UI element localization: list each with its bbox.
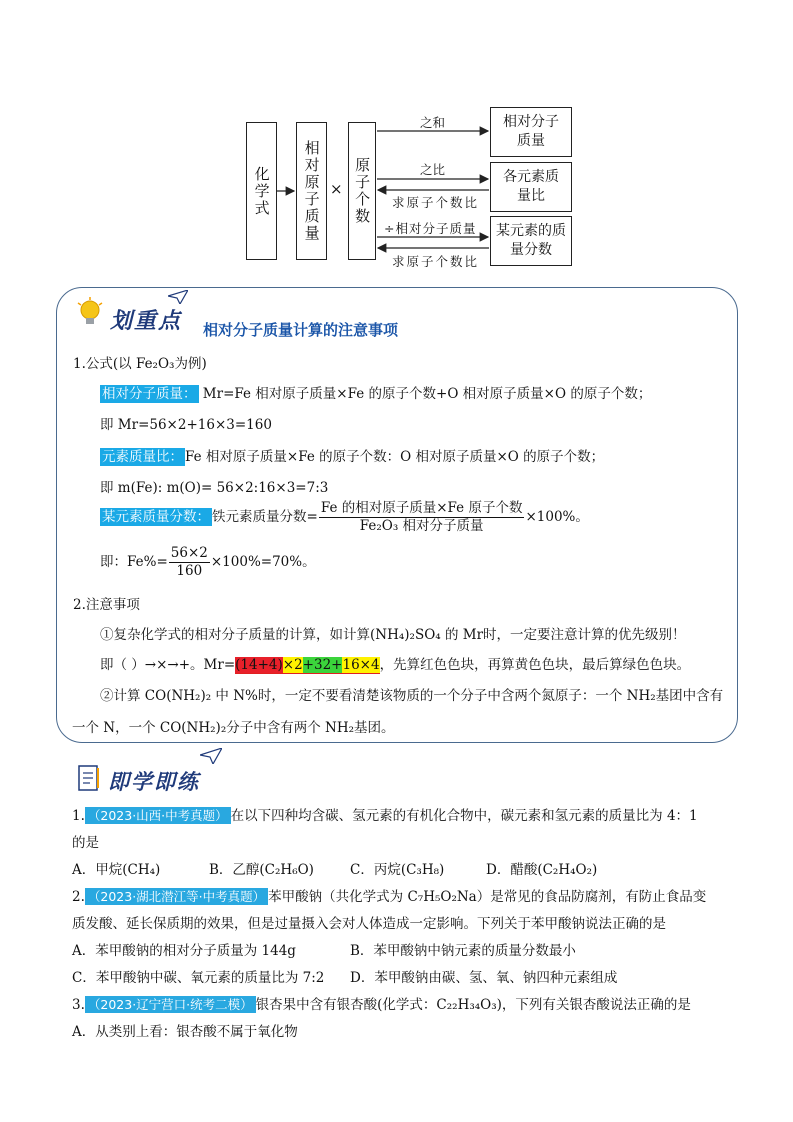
notebook-icon <box>76 764 102 796</box>
paper-plane-icon <box>168 290 188 308</box>
box-atom-count: 原子个数 <box>348 122 376 260</box>
fraction-fe-percent: $\frac{\text{Fe 的相对原子质量×Fe 原子个数}}{\text{Fe₂O₃ 相对分子质量}}$ <box>320 500 523 534</box>
section2-heading: 2.注意事项 <box>73 597 140 613</box>
question-2-cont: 质发酸、延长保质期的效果，但是过量摄入会对人体造成一定影响。下列关于苯甲酸钠说法正确的是 <box>72 916 666 932</box>
tag-element-mass-ratio: 元素质量比： <box>102 449 183 465</box>
q3-option-a: A．从类别上看：银杏酸不属于氧化物 <box>72 1024 298 1040</box>
formula-line-1: 相对分子质量： Mr=Fe 相对原子质量×Fe 的原子个数+O 相对原子质量×O 的原子个数； <box>102 386 652 402</box>
times-sign: × <box>330 180 343 198</box>
plus-2: + <box>331 657 343 673</box>
question-1-cont: 的是 <box>72 835 99 851</box>
q1-option-c: C．丙烷(C₃H₈) <box>350 862 445 878</box>
fraction-70-percent: $\frac{56\times 2}{160}$ <box>170 545 208 579</box>
note-line-2: 即（ ）→×→+。Mr=(14+4)×2+32+16×4，先算红色色块，再算黄色色块，最后算绿色色块。 <box>100 657 691 673</box>
section1-heading: 1.公式(以 Fe₂O₃为例) <box>73 356 207 372</box>
box-relative-molecular-mass: 相对分子质量 <box>490 107 572 157</box>
tag-relative-molecular-mass: 相对分子质量： <box>102 386 197 402</box>
yellow-block-2: 16×4 <box>342 657 380 673</box>
plus-1: + <box>302 657 314 673</box>
q3-source-tag: （2023·辽宁营口·统考二模） <box>85 996 256 1013</box>
question-2: 2. （2023·湖北潜江等·中考真题） 苯甲酸钠（共化学式为 C₇H₅O₂Na）是常见的食品防腐剂，有防止食品变 <box>72 889 707 905</box>
note-line-1: ①复杂化学式的相对分子质量的计算，如计算(NH₄)₂SO₄ 的 Mr时，一定要注意计算的优先级别！ <box>100 627 686 643</box>
note-line-3: ②计算 CO(NH₂)₂ 中 N%时，一定不要看清楚该物质的一个分子中含两个氮原子：一个 NH₂基团中含有 <box>100 688 724 704</box>
box-chemical-formula: 化学式 <box>246 122 277 260</box>
panel-title: 相对分子质量计算的注意事项 <box>203 321 399 339</box>
q2-option-a: A．苯甲酸钠的相对分子质量为 144g <box>72 943 296 959</box>
green-block: 32 <box>313 657 332 673</box>
label-ratio: 之比 <box>420 162 446 177</box>
label-divide-back: 求原子个数比 <box>392 254 480 269</box>
box-relative-atomic-mass: 相对原子质量 <box>296 122 327 260</box>
tag-mass-fraction: 某元素质量分数： <box>102 508 210 525</box>
q2-option-b: B．苯甲酸钠中钠元素的质量分数最小 <box>350 943 576 959</box>
formula-line-5: 某元素质量分数： 铁元素质量分数= $\frac{\text{Fe 的相对原子质量×Fe 原子个数}}{\text{Fe₂O₃ 相对分子质量}}$ ×100%。 <box>102 500 589 534</box>
formula-line-6: 即：Fe%= $\frac{56\times 2}{160}$ ×100%=70%。 <box>100 545 316 579</box>
box-mass-fraction: 某元素的质量分数 <box>490 216 572 266</box>
practice-logo-text: 即学即练 <box>108 770 200 794</box>
paper-plane-icon-2 <box>200 748 222 768</box>
yellow-block-1: ×2 <box>282 657 303 673</box>
note-line-4: 一个 N，一个 CO(NH₂)₂分子中含有两个 NH₂基团。 <box>72 720 395 736</box>
q1-option-d: D．醋酸(C₂H₄O₂) <box>486 862 598 878</box>
q2-option-d: D．苯甲酸钠由碳、氢、氧、钠四种元素组成 <box>350 970 618 986</box>
panel-logo-text: 划重点 <box>110 309 183 334</box>
formula-line-4: 即 m(Fe): m(O)= 56×2:16×3=7:3 <box>100 480 329 496</box>
red-block: (14+4) <box>235 657 283 673</box>
label-divide: ÷相对分子质量 <box>384 221 477 236</box>
question-1: 1. （2023·山西·中考真题） 在以下四种均含碳、氢元素的有机化合物中，碳元素和氢元素的质量比为 4：1 <box>72 808 698 824</box>
label-ratio-back: 求原子个数比 <box>392 195 480 210</box>
q1-option-a: A．甲烷(CH₄) <box>72 862 161 878</box>
formula-line-2: 即 Mr=56×2+16×3=160 <box>100 417 272 433</box>
q2-source-tag: （2023·湖北潜江等·中考真题） <box>85 888 268 905</box>
formula-line-3: 元素质量比： Fe 相对原子质量×Fe 的原子个数：O 相对原子质量×O 的原子个数； <box>102 449 605 465</box>
box-element-mass-ratio: 各元素质量比 <box>490 162 572 212</box>
q2-option-c: C．苯甲酸钠中碳、氧元素的质量比为 7:2 <box>72 970 325 986</box>
label-sum: 之和 <box>420 115 446 130</box>
lightbulb-icon <box>76 297 104 335</box>
question-3: 3. （2023·辽宁营口·统考二模） 银杏果中含有银杏酸(化学式：C₂₂H₃₄O₃)，下列有关银杏酸说法正确的是 <box>72 997 691 1013</box>
q1-source-tag: （2023·山西·中考真题） <box>85 807 231 824</box>
q1-option-b: B．乙醇(C₂H₆O) <box>209 862 314 878</box>
